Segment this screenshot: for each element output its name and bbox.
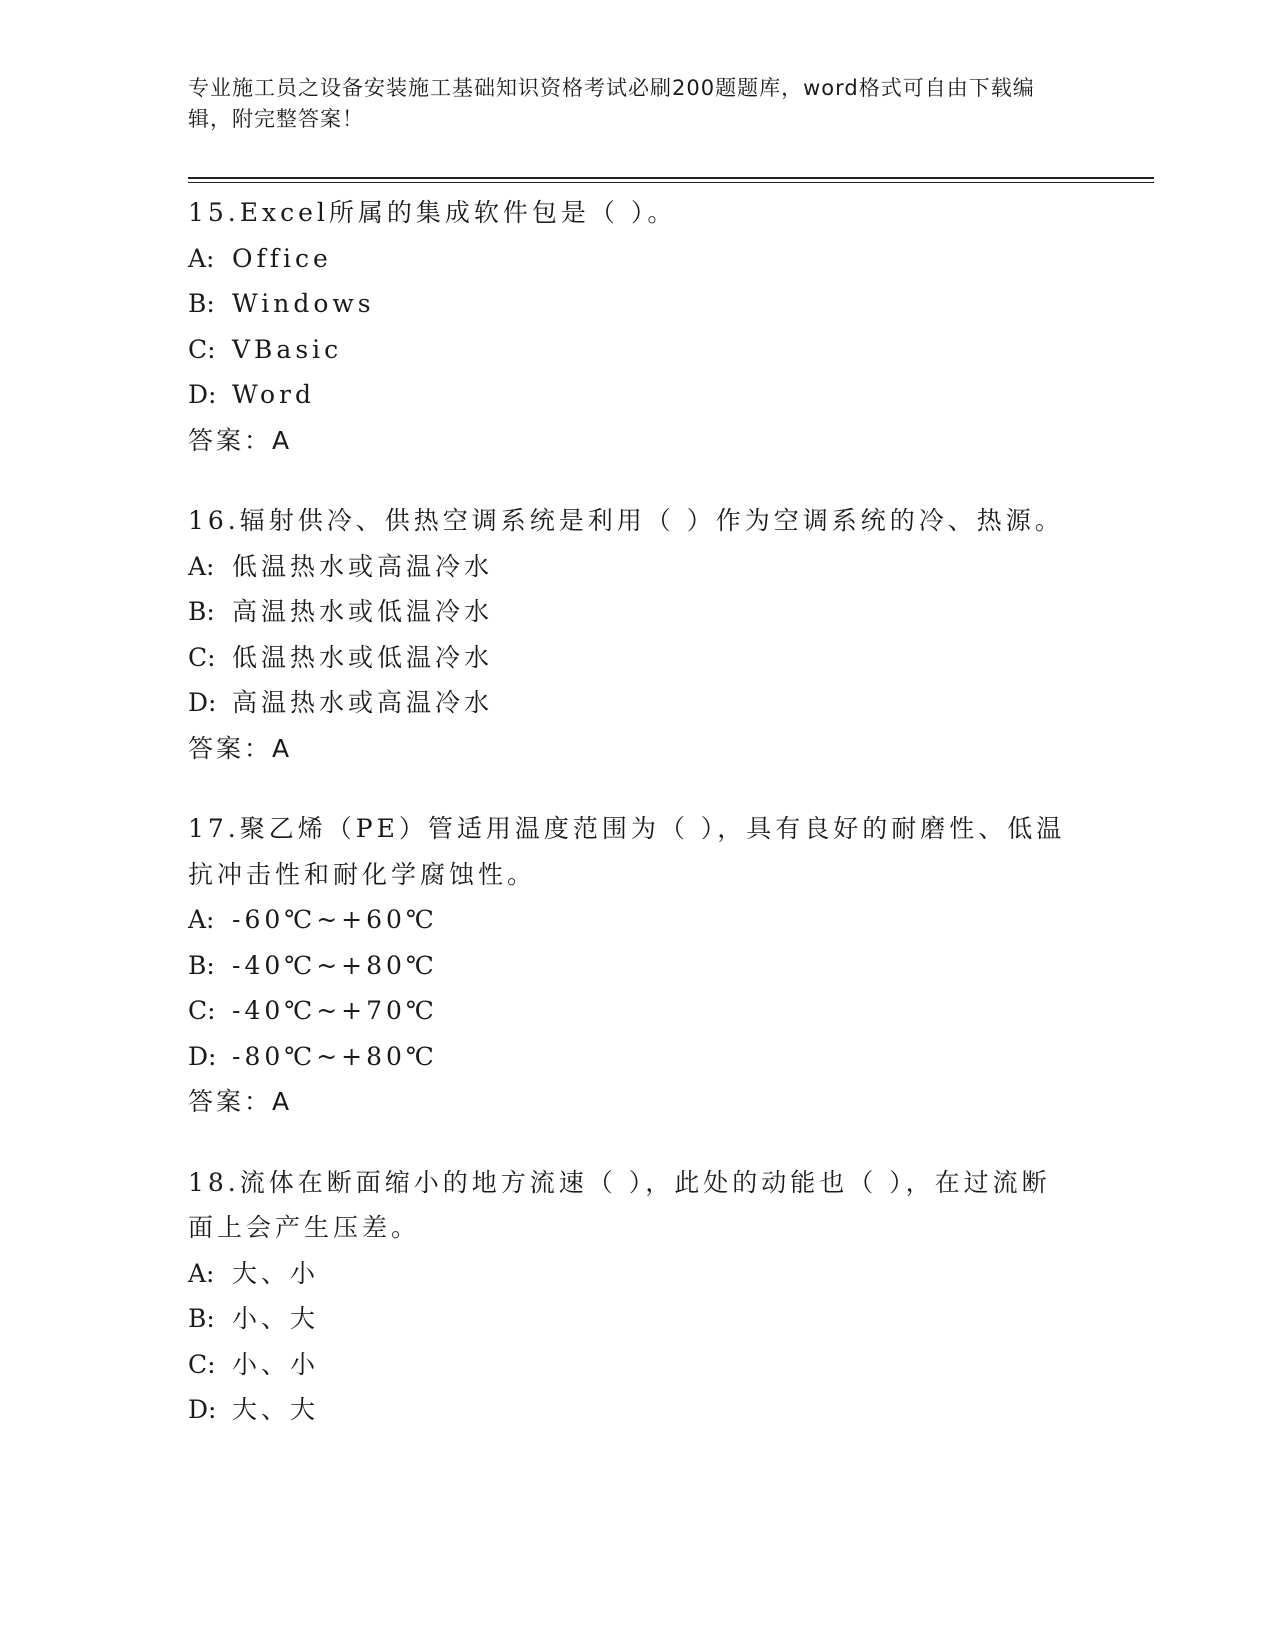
option-text: 低温热水或高温冷水 xyxy=(232,551,494,581)
option-label: A: xyxy=(188,1258,215,1288)
option-text: 低温热水或低温冷水 xyxy=(232,642,494,672)
option-c xyxy=(188,635,1088,681)
option-b xyxy=(188,589,1088,635)
option-d xyxy=(188,1034,1088,1080)
question-text: 18.流体在断面缩小的地方流速（ ），此处的动能也（ ），在过流断面上会产生压差。 xyxy=(188,1167,1051,1242)
option-label: C: xyxy=(188,334,216,364)
option-text: 大、大 xyxy=(232,1395,320,1424)
answer-text: 答案：A xyxy=(188,733,293,763)
answer-text: 答案：A xyxy=(188,425,293,455)
header-divider-thin xyxy=(188,182,1154,183)
question-text: 15.Excel所属的集成软件包是（ ）。 xyxy=(188,198,677,227)
option-a xyxy=(188,236,1088,282)
question-16 xyxy=(188,498,1088,771)
option-label: B: xyxy=(188,597,215,626)
option-text: -60℃~+60℃ xyxy=(232,905,438,934)
option-text: -40℃~+80℃ xyxy=(232,950,438,980)
question-18 xyxy=(188,1160,1088,1433)
option-d xyxy=(188,372,1088,418)
option-label: B: xyxy=(188,1304,215,1333)
option-label: A: xyxy=(188,551,215,581)
question-text: 16.辐射供冷、供热空调系统是利用（ ）作为空调系统的冷、热源。 xyxy=(188,506,1064,535)
option-b xyxy=(188,943,1088,989)
option-text: 高温热水或低温冷水 xyxy=(232,597,494,626)
option-label: B: xyxy=(188,289,215,318)
option-text: 小、大 xyxy=(232,1304,320,1333)
header-divider-thick xyxy=(188,177,1154,179)
option-text: 大、小 xyxy=(232,1258,320,1288)
option-c xyxy=(188,988,1088,1034)
question-list xyxy=(188,190,1088,1468)
document-header: 专业施工员之设备安装施工基础知识资格考试必刷200题题库，word格式可自由下载编辑，附完整答案！ xyxy=(188,76,1035,131)
answer-text: 答案：A xyxy=(188,1087,293,1116)
option-text: 小、小 xyxy=(232,1349,320,1379)
option-text: Word xyxy=(232,380,316,409)
option-label: C: xyxy=(188,996,216,1025)
option-label: D: xyxy=(188,688,217,717)
option-text: Windows xyxy=(232,289,375,318)
option-label: A: xyxy=(188,243,215,273)
option-text: Office xyxy=(232,243,332,273)
question-15 xyxy=(188,190,1088,463)
option-label: C: xyxy=(188,642,216,672)
option-b xyxy=(188,281,1088,327)
option-label: D: xyxy=(188,1041,217,1071)
option-b xyxy=(188,1296,1088,1342)
option-text: 高温热水或高温冷水 xyxy=(232,688,494,717)
option-d xyxy=(188,680,1088,726)
option-d xyxy=(188,1387,1088,1433)
option-label: C: xyxy=(188,1349,216,1379)
option-text: -80℃~+80℃ xyxy=(232,1041,438,1071)
question-text: 17.聚乙烯（PE）管适用温度范围为（ ），具有良好的耐磨性、低温抗冲击性和耐化学腐蚀性。 xyxy=(188,814,1066,889)
option-c xyxy=(188,1342,1088,1388)
option-label: B: xyxy=(188,950,215,980)
option-a xyxy=(188,544,1088,590)
option-label: A: xyxy=(188,905,215,934)
option-label: D: xyxy=(188,1395,217,1424)
option-text: -40℃~+70℃ xyxy=(232,996,438,1025)
option-a xyxy=(188,897,1088,943)
option-a xyxy=(188,1251,1088,1297)
question-17 xyxy=(188,806,1088,1125)
option-text: VBasic xyxy=(232,334,343,364)
option-c xyxy=(188,327,1088,373)
option-label: D: xyxy=(188,380,217,409)
